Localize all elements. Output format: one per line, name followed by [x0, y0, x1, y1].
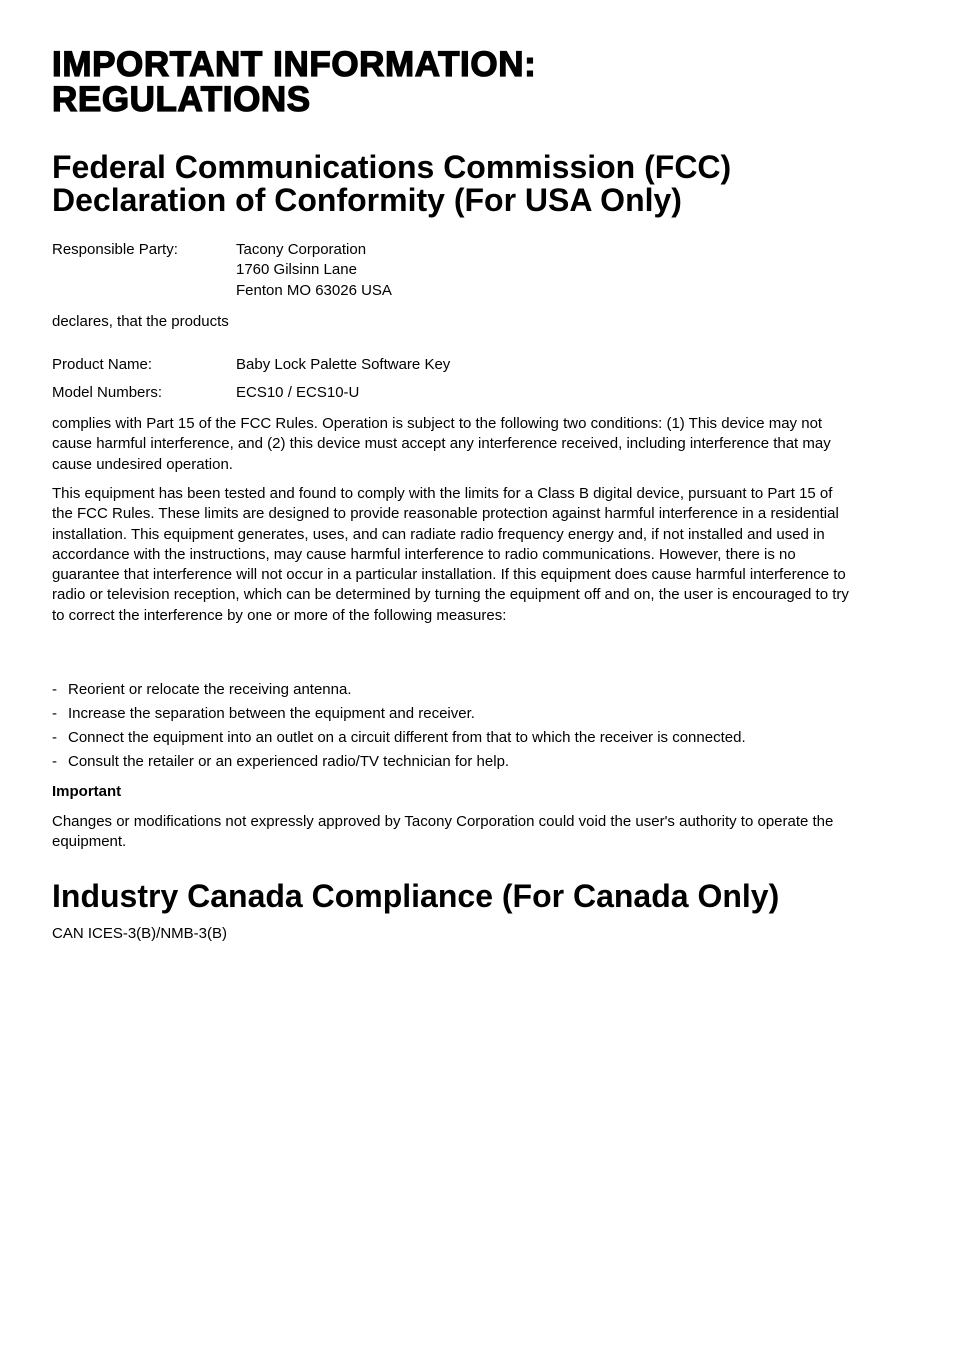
class-b-paragraph: This equipment has been tested and found to comply with the limits for a Class B digital device, pursuant to Part 15 of the FCC Rules. These limits are designed to provide reasonable protection against harmful interference in a residential installation. This equipment generates, uses, and can radiate radio frequency energy and, if not installed and used in accordance with the instructions, may cause harmful interference to radio communications. However, there is no guarantee that interference will not occur in a particular installation. If this equipment does cause harmful interference to radio or television reception, which can be determined by turning the equipment off and on, the user is encouraged to try to correct the interference by one or more of the following measures: [52, 485, 849, 624]
measure-text: Reorient or relocate the receiving antenna. [68, 681, 352, 698]
list-item [52, 750, 746, 774]
measure-text: Consult the retailer or an experienced radio/TV technician for help. [68, 753, 510, 770]
address-line: Fenton MO 63026 USA [236, 281, 392, 299]
bullet-dash: - [52, 705, 57, 722]
product-name-label: Product Name: [52, 356, 153, 373]
responsible-party-label: Responsible Party: [52, 241, 178, 258]
model-numbers-label: Model Numbers: [52, 384, 163, 401]
address-line: Tacony Corporation [236, 241, 367, 258]
list-item [52, 702, 746, 726]
declares-text: declares, that the products [52, 313, 229, 330]
model-numbers-value: ECS10 / ECS10-U [236, 384, 360, 401]
list-item [52, 726, 746, 750]
responsible-party [52, 240, 392, 301]
fcc-heading-line: Declaration of Conformity (For USA Only) [52, 182, 682, 218]
bullet-dash: - [52, 753, 57, 770]
bullet-dash: - [52, 681, 57, 698]
fcc-heading-line: Federal Communications Commission (FCC) [52, 149, 732, 185]
bullet-dash: - [52, 729, 57, 746]
address-line: 1760 Gilsinn Lane [236, 261, 357, 279]
page-title-line: IMPORTANT INFORMATION: [52, 45, 537, 84]
list-item [52, 678, 746, 702]
page-title [52, 47, 536, 117]
model-numbers-row [52, 383, 359, 403]
product-name-value: Baby Lock Palette Software Key [236, 356, 451, 373]
canada-text: CAN ICES-3(B)/NMB-3(B) [52, 925, 228, 942]
measures-list [52, 678, 746, 774]
page-title-line: REGULATIONS [52, 80, 311, 119]
compliance-paragraph: complies with Part 15 of the FCC Rules. Operation is subject to the following two conditions: (1) This device may not cause harmful interference, and (2) this device must accept any interference received, including interference that may cause undesired operation. [52, 415, 831, 473]
important-label: Important [52, 783, 122, 800]
measure-text: Connect the equipment into an outlet on a circuit different from that to which the receiver is connected. [68, 729, 746, 746]
responsible-party-address [236, 240, 392, 301]
canada-heading: Industry Canada Compliance (For Canada Only) [52, 878, 780, 914]
measure-text: Increase the separation between the equipment and receiver. [68, 705, 475, 722]
product-name-row [52, 355, 450, 375]
fcc-heading [52, 151, 731, 217]
important-text: Changes or modifications not expressly approved by Tacony Corporation could void the user's authority to operate the equipment. [52, 813, 834, 851]
